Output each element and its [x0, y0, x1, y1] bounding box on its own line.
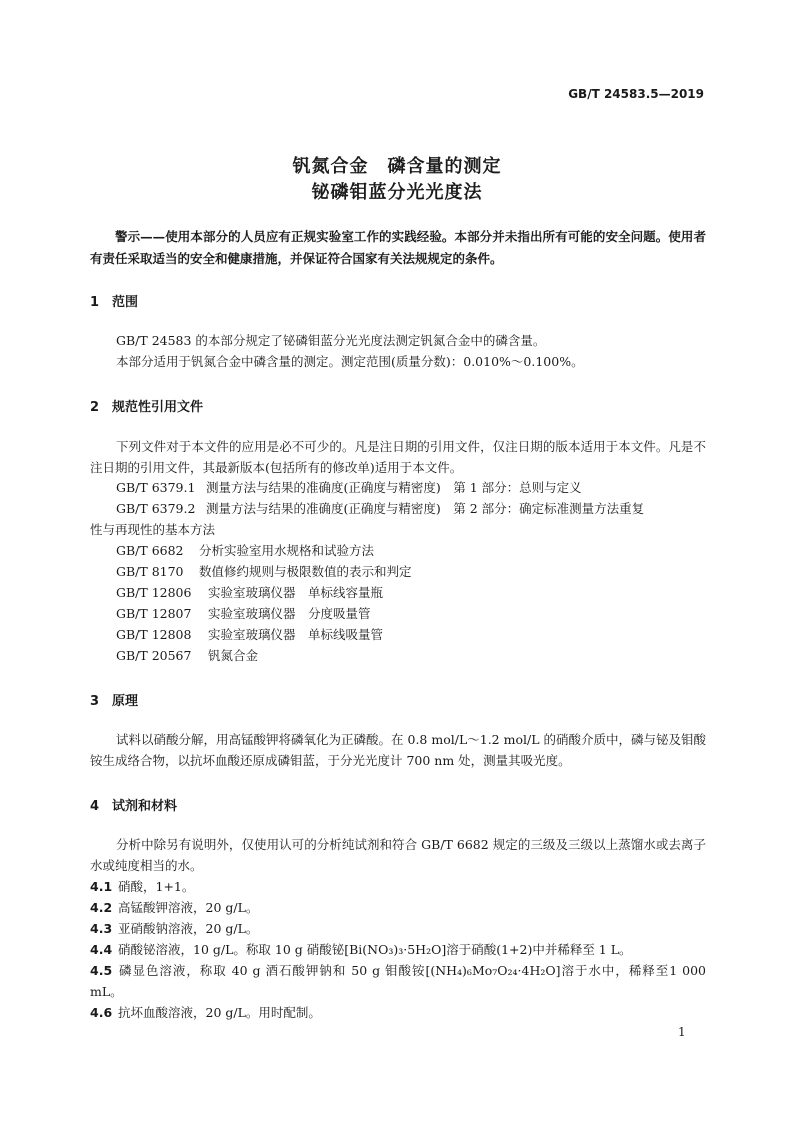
reagent-item: [90, 876, 706, 897]
item-number: 4.3: [90, 921, 113, 936]
reference-entry: [116, 646, 258, 664]
reagent-item: [90, 960, 706, 1002]
section-title: 试剂和材料: [112, 799, 178, 814]
reference-code: GB/T 12806: [116, 585, 192, 600]
reagent-item: [90, 1002, 706, 1023]
section-heading-principle: [90, 690, 138, 709]
standard-number: GB/T 24583.5—2019: [568, 87, 704, 101]
reference-entry: [116, 604, 371, 622]
section-heading-reagents: [90, 795, 177, 814]
reference-title: 实验室玻璃仪器 单标线容量瓶: [208, 585, 384, 600]
reference-entry: [116, 478, 582, 496]
item-number: 4.4: [90, 942, 113, 957]
reference-entry: [116, 562, 412, 580]
reference-code: GB/T 6379.1: [116, 480, 196, 495]
scope-paragraph-1: GB/T 24583 的本部分规定了铋磷钼蓝分光光度法测定钒氮合金中的磷含量。: [116, 333, 546, 348]
reference-title: 性与再现性的基本方法: [90, 522, 216, 537]
item-text: 硝酸铋溶液，10 g/L。称取 10 g 硝酸铋[Bi(NO₃)₃·5H₂O]溶于硝酸(1+2)中并稀释至 1 L。: [118, 942, 632, 957]
item-number: 4.6: [90, 1005, 113, 1020]
item-text: 硝酸，1+1。: [118, 879, 195, 894]
reference-code: GB/T 6682: [116, 543, 184, 558]
section-number: 4: [90, 799, 100, 814]
reference-code: GB/T 12807: [116, 606, 192, 621]
reference-entry-continuation: [90, 520, 215, 538]
item-text: 高锰酸钾溶液，20 g/L。: [118, 900, 259, 915]
reference-entry: [116, 583, 383, 601]
reference-entry: [116, 625, 383, 643]
section-title: 规范性引用文件: [112, 400, 204, 415]
reagent-item: [90, 918, 706, 939]
reference-title: 分析实验室用水规格和试验方法: [199, 543, 375, 558]
item-text: 磷显色溶液，称取 40 g 酒石酸钾钠和 50 g 钼酸铵[(NH₄)₆Mo₇O₂₄·4H₂O]溶于水中，稀释至1 000 mL。: [90, 963, 706, 999]
reference-title: 钒氮合金: [208, 648, 259, 663]
section-number: 1: [90, 295, 100, 310]
item-number: 4.5: [90, 963, 113, 978]
reference-code: GB/T 12808: [116, 627, 192, 642]
section-heading-scope: [90, 291, 138, 310]
section-title: 原理: [112, 694, 139, 709]
principle-paragraph: 试料以硝酸分解，用高锰酸钾将磷氧化为正磷酸。在 0.8 mol/L～1.2 mol/L 的硝酸介质中，磷与铋及钼酸铵生成络合物，以抗坏血酸还原成磷钼蓝，于分光光度计 700 nm 处，测量其吸光度。: [90, 732, 706, 768]
reference-title: 实验室玻璃仪器 单标线吸量管: [208, 627, 384, 642]
references-intro: 下列文件对于本文件的应用是必不可少的。凡是注日期的引用文件，仅注日期的版本适用于本文件。凡是不注日期的引用文件，其最新版本(包括所有的修改单)适用于本文件。: [90, 439, 706, 475]
scope-paragraph-2: 本部分适用于钒氮合金中磷含量的测定。测定范围(质量分数)：0.010%～0.100%。: [116, 354, 584, 369]
reference-title: 测量方法与结果的准确度(正确度与精密度) 第 1 部分：总则与定义: [206, 480, 582, 495]
section-number: 2: [90, 400, 100, 415]
reference-code: GB/T 6379.2: [116, 501, 196, 516]
reference-title: 实验室玻璃仪器 分度吸量管: [208, 606, 371, 621]
reference-code: GB/T 8170: [116, 564, 184, 579]
item-text: 亚硝酸钠溶液，20 g/L。: [118, 921, 259, 936]
reagents-intro: 分析中除另有说明外，仅使用认可的分析纯试剂和符合 GB/T 6682 规定的三级及三级以上蒸馏水或去离子水或纯度相当的水。: [90, 837, 706, 873]
reference-entry: [116, 541, 374, 559]
item-number: 4.1: [90, 879, 113, 894]
reference-code: GB/T 20567: [116, 648, 192, 663]
item-text: 抗坏血酸溶液，20 g/L。用时配制。: [118, 1005, 321, 1020]
reagent-item: [90, 939, 706, 960]
section-title: 范围: [112, 295, 139, 310]
section-number: 3: [90, 694, 100, 709]
warning-paragraph: 警示——使用本部分的人员应有正规实验室工作的实践经验。本部分并未指出所有可能的安全问题。使用者有责任采取适当的安全和健康措施，并保证符合国家有关法规规定的条件。: [90, 229, 706, 266]
reference-title: 数值修约规则与极限数值的表示和判定: [199, 564, 412, 579]
reference-entry: [116, 499, 644, 517]
section-heading-normative-references: [90, 396, 203, 415]
reagent-item: [90, 897, 706, 918]
document-title: 钒氮合金 磷含量的测定: [292, 156, 502, 177]
document-subtitle: 铋磷钼蓝分光光度法: [311, 182, 483, 203]
page-number: 1: [678, 1025, 686, 1039]
item-number: 4.2: [90, 900, 113, 915]
reference-title: 测量方法与结果的准确度(正确度与精密度) 第 2 部分：确定标准测量方法重复: [206, 501, 645, 516]
